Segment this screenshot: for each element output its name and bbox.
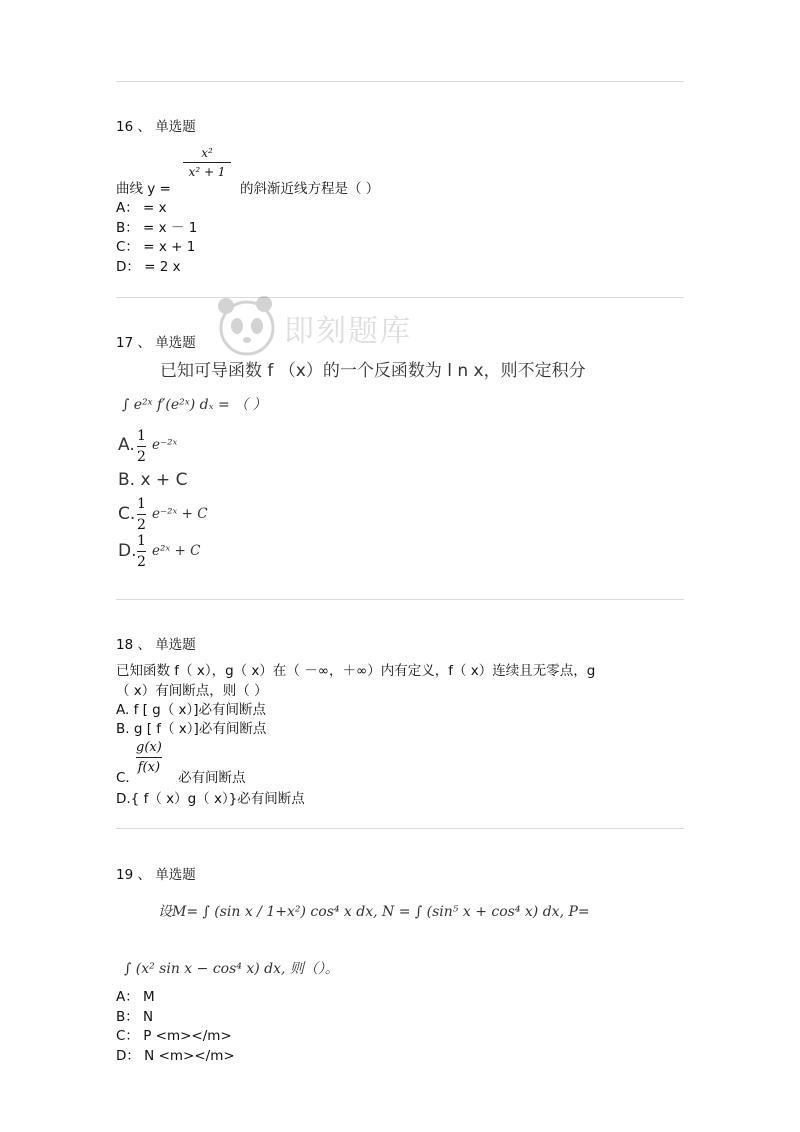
- q19-option-a: A： M: [116, 989, 155, 1005]
- q18-option-a: A. f [ g（ x）]必有间断点: [116, 702, 267, 718]
- frac-num: g(x): [136, 740, 162, 755]
- panda-logo-icon: [212, 290, 282, 360]
- q19-option-d: D： N <m></m>: [116, 1048, 235, 1064]
- q17-integral: ∫ e²ˣ f′(e²ˣ) dₓ = （ ）: [122, 397, 267, 413]
- q17-stem: 已知可导函数 f （x）的一个反函数为 l n x，则不定积分: [160, 361, 586, 381]
- half-num: 1: [137, 533, 146, 549]
- q16-frac-num: x²: [201, 146, 213, 160]
- frac-den: f(x): [137, 760, 161, 775]
- divider-18-19: [116, 828, 684, 829]
- q17-option-c-label: C.: [118, 504, 136, 524]
- q16-frac-den: x² + 1: [188, 165, 226, 179]
- q18-option-b: B. g [ f（ x）]必有间断点: [116, 721, 267, 737]
- q17-header: 17 、 单选题: [116, 335, 196, 351]
- watermark: [212, 290, 442, 370]
- q17-option-b: B. x + C: [118, 470, 188, 490]
- q16-stem-suffix: 的斜渐近线方程是（ ）: [240, 181, 380, 197]
- half-den: 2: [137, 517, 146, 533]
- q19-option-c: C： P <m></m>: [116, 1028, 232, 1044]
- q17-option-a-expr: e⁻²ˣ: [152, 437, 178, 453]
- q17-option-d-half: [137, 533, 146, 570]
- q19-line1: 设M= ∫ (sin x / 1+x²) cos⁴ x dx, N = ∫ (sin⁵ x + cos⁴ x) dx, P=: [158, 904, 590, 920]
- q17-option-a-half: [137, 428, 146, 465]
- watermark-text: 即刻题库: [284, 314, 412, 349]
- half-num: 1: [137, 428, 146, 444]
- q18-stem-line1: 已知函数 f（ x），g（ x）在（ －∞，＋∞）内有定义，f（ x）连续且无零点，g: [116, 663, 596, 679]
- divider-17-18: [116, 599, 684, 600]
- q18-option-c-suffix: 必有间断点: [178, 770, 246, 786]
- q18-header: 18 、 单选题: [116, 637, 196, 653]
- divider-top: [116, 81, 684, 82]
- q16-fraction: [183, 146, 231, 179]
- q19-option-b: B： N: [116, 1009, 154, 1025]
- q16-header: 16 、 单选题: [116, 119, 196, 135]
- q16-option-a: A： = x: [116, 200, 167, 216]
- q18-stem-line2: （ x）有间断点，则（ ）: [116, 683, 268, 699]
- q17-option-c-half: [137, 496, 146, 533]
- q17-option-d-expr: e²ˣ + C: [152, 543, 201, 559]
- q19-line2: ∫ (x² sin x − cos⁴ x) dx, 则（）。: [124, 961, 339, 977]
- q18-option-d: D.{ f（ x）g（ x）}必有间断点: [116, 791, 305, 807]
- q17-option-c-expr: e⁻²ˣ + C: [152, 506, 208, 522]
- q18-option-c-fraction: [136, 740, 162, 775]
- q17-option-a-label: A.: [118, 435, 135, 455]
- q16-option-c: C： = x + 1: [116, 239, 196, 255]
- q16-stem-prefix: 曲线 y =: [116, 181, 171, 197]
- q18-option-c-label: C.: [116, 770, 130, 786]
- q19-header: 19 、 单选题: [116, 867, 196, 883]
- q16-option-b: B： = x － 1: [116, 220, 198, 236]
- half-den: 2: [137, 554, 146, 570]
- half-den: 2: [137, 449, 146, 465]
- half-num: 1: [137, 496, 146, 512]
- q17-option-d-label: D.: [118, 541, 137, 561]
- q16-option-d: D： = 2 x: [116, 259, 181, 275]
